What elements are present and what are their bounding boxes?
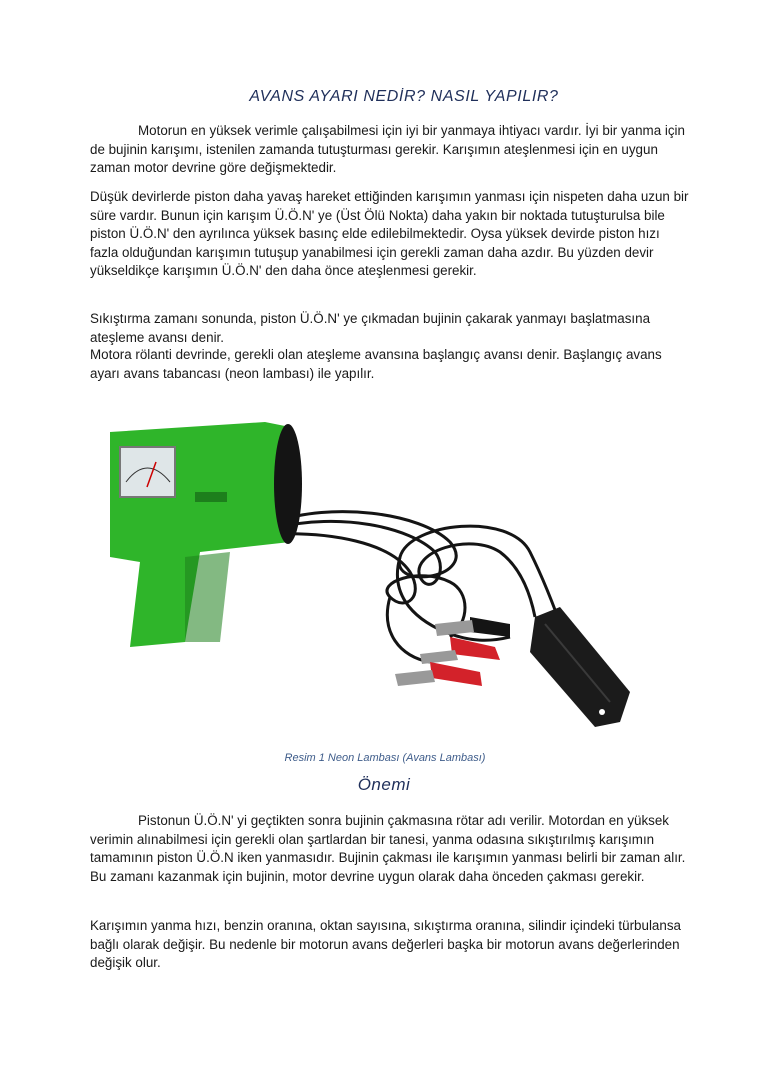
red-battery-clamps — [395, 637, 500, 686]
paragraph-low-rpm: Düşük devirlerde piston daha yavaş hareket ettiğinden karışımın yanması için nispeten daha uzun bir süre vardır. Bunun için karışım Ü.Ö.N' ye (Üst Ölü Nokta) daha yakın bir noktada tutuşturulsa bile piston Ü.Ö.N' den ayrılınca yüksek basınç elde edilebilmektedir. Oysa yüksek devirde piston hızı fazla olduğundan karışımın tutuşup yanabilmesi için gerekli zaman daha azdır. Bu yüzden devir yükseldikçe karışımın Ü.Ö.N' den daha önce ateşlenmesi gerekir. — [90, 189, 689, 279]
paragraph-ignition-advance: Sıkıştırma zamanı sonunda, piston Ü.Ö.N' ye çıkmadan bujinin çakarak yanmayı başlatmasına ateşleme avansı denir. — [90, 311, 651, 345]
timing-light-photo — [90, 392, 638, 737]
paragraph-retard: Pistonun Ü.Ö.N' yi geçtikten sonra bujinin çakmasına rötar adı verilir. Motordan en yüksek verimin alınabilmesi için gerekli olan şartlardan bir tanesi, yanma odasına sıkıştırılmış karışımın tamamının piston Ü.Ö.N iken yanmasıdır. Bujinin çakması ile karışımın yanması belirli bir zaman alır. Bu zamanı kazanmak için bujinin, motor devrine uygun olarak daha önceden çakması gerekir. — [90, 813, 686, 884]
inductive-clamp — [530, 607, 630, 727]
timing-light-illustration — [90, 392, 638, 737]
paragraph-combustion-speed: Karışımın yanma hızı, benzin oranına, oktan sayısına, sıkıştırma oranına, silindir içindeki türbulansa bağlı olarak değişir. Bu nedenle bir motorun avans değerleri başka bir motorun avans değerlerinden değişik olur. — [90, 918, 681, 971]
figure-caption: Resim 1 Neon Lambası (Avans Lambası) — [284, 752, 486, 764]
cable-bundle — [275, 512, 570, 662]
paragraph-initial-advance: Motora rölanti devrinde, gerekli olan ateşleme avansına başlangıç avansı denir. Başlangıç avans ayarı avans tabancası (neon lambası) ile yapılır. — [90, 347, 662, 381]
page-title: AVANS AYARI NEDİR? NASIL YAPILIR? — [249, 88, 559, 105]
paragraph-intro: Motorun en yüksek verimle çalışabilmesi için iyi bir yanmaya ihtiyacı vardır. İyi bir yanma için de bujinin karışımı, istenilen zamanda tutuşturması gerekir. Karışımın ateşlenmesi için en uygun zaman motor devrine göre değişmektedir. — [90, 123, 685, 176]
section-heading: Önemi — [357, 775, 411, 794]
gauge-dial — [120, 447, 175, 497]
black-battery-clamp — [435, 617, 510, 637]
timing-gun-body — [110, 422, 302, 647]
